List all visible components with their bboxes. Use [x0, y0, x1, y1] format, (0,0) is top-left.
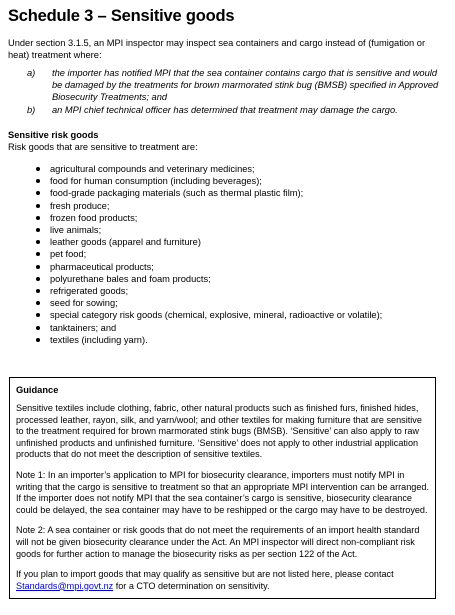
list-item: tanktainers; and — [8, 322, 448, 334]
list-item: pharmaceutical products; — [8, 261, 448, 273]
document-page — [8, 6, 448, 346]
guidance-paragraph-textiles: Sensitive textiles include clothing, fabric, other natural products such as finished furs, finished hides, processed leather, rayon, silk, and yarn/wool; and other textiles for making furniture that are sensitive to the treatment required for brown marmorated stink bugs (BMSB). ‘Sensitive’ can also apply to raw unfinished products and unfinished furniture. ‘Sensitive’ does not apply to other industrial application products that do not meet the description of sensitive textiles. — [16, 403, 422, 460]
condition-b-text: an MPI chief technical officer has determined that treatment may damage the cargo. — [52, 105, 398, 115]
list-item: agricultural compounds and veterinary medicines; — [8, 163, 448, 175]
list-item: special category risk goods (chemical, explosive, mineral, radioactive or volatile); — [8, 309, 448, 321]
guidance-heading: Guidance — [16, 385, 59, 395]
list-item: pet food; — [8, 248, 448, 260]
risk-goods-list — [8, 163, 448, 346]
guidance-contact-paragraph — [16, 569, 429, 592]
list-item: food-grade packaging materials (such as thermal plastic film); — [8, 187, 448, 199]
list-item: seed for sowing; — [8, 297, 448, 309]
list-item: leather goods (apparel and furniture) — [8, 236, 448, 248]
guidance-note-2: Note 2: A sea container or risk goods that do not meet the requirements of an import health standard will not be given biosecurity clearance under the Act. An MPI inspector will direct non-compliant risk goods for further action to manage the biosecurity risks as per section 122 of the Act. — [16, 525, 420, 559]
risk-goods-lead: Risk goods that are sensitive to treatment are: — [8, 142, 198, 152]
condition-b — [8, 104, 448, 116]
page-title: Schedule 3 – Sensitive goods — [8, 7, 235, 25]
guidance-note-1: Note 1: In an importer’s application to MPI for biosecurity clearance, importers must notify MPI in writing that the cargo is sensitive to treatment so that an appropriate MPI intervention can be arranged. If the importer does not notify MPI that the sea container’s cargo is sensitive, biosecurity clearance could be delayed, the sea container may have to be reshipped or the cargo may have to be destroyed. — [16, 469, 429, 515]
list-item: polyurethane bales and foam products; — [8, 273, 448, 285]
condition-a-text: the importer has notified MPI that the sea container contains cargo that is sensitive and would be damaged by the treatments for brown marmorated stink bug (BMSB) specified in Approved Biosecurity Treatments; and — [52, 68, 439, 102]
list-item: refrigerated goods; — [8, 285, 448, 297]
list-item: frozen food products; — [8, 212, 448, 224]
condition-a-letter: a) — [27, 68, 36, 78]
intro-paragraph: Under section 3.1.5, an MPI inspector may inspect sea containers and cargo instead of (fumigation or heat) treatment where: — [8, 38, 426, 60]
condition-a — [8, 67, 448, 103]
guidance-contact-suffix: for a CTO determination on sensitivity. — [113, 580, 270, 591]
list-item: food for human consumption (including beverages); — [8, 175, 448, 187]
guidance-contact-text: If you plan to import goods that may qualify as sensitive but are not listed here, please contact — [16, 569, 394, 580]
list-item: textiles (including yarn). — [8, 334, 448, 346]
condition-b-letter: b) — [27, 105, 36, 115]
risk-goods-heading: Sensitive risk goods — [8, 130, 99, 140]
guidance-box — [9, 377, 436, 599]
list-item: fresh produce; — [8, 200, 448, 212]
list-item: live animals; — [8, 224, 448, 236]
email-link[interactable]: Standards@mpi.govt.nz — [16, 580, 114, 591]
